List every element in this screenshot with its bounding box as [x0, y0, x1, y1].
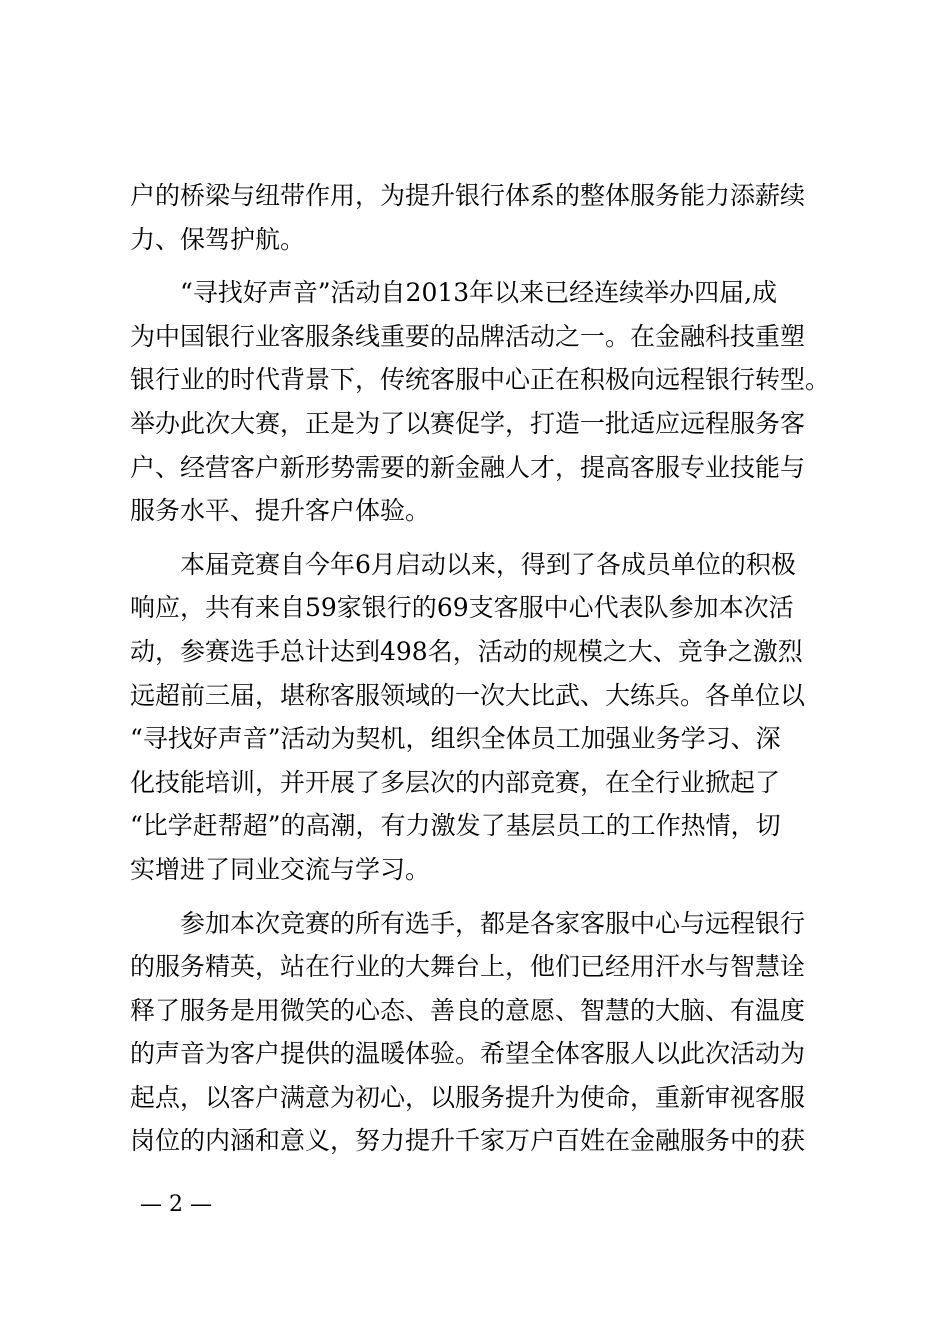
text-line: “比学赶帮超”的高潮，有力激发了基层员工的工作热情，切	[130, 811, 781, 841]
text-line: 的声音为客户提供的温暖体验。希望全体客服人以此次活动为	[130, 1039, 806, 1069]
text-line: 响应，共有来自59家银行的69支客服中心代表队参加本次活	[130, 593, 794, 623]
text-line: 起点，以客户满意为初心，以服务提升为使命，重新审视客服	[130, 1082, 806, 1112]
page-number: — 2 —	[140, 1192, 212, 1217]
text-line: 为中国银行业客服条线重要的品牌活动之一。在金融科技重塑	[130, 321, 806, 351]
text-line: 参加本次竞赛的所有选手，都是各家客服中心与远程银行	[180, 908, 806, 938]
body-text	[130, 174, 831, 1163]
text-line: 化技能培训，并开展了多层次的内部竞赛，在全行业掀起了	[130, 767, 781, 797]
text-line: 本届竞赛自今年6月启动以来，得到了各成员单位的积极	[180, 549, 796, 579]
text-line: 远超前三届，堪称客服领域的一次大比武、大练兵。各单位以	[130, 680, 806, 710]
text-line: 岗位的内涵和意义，努力提升千家万户百姓在金融服务中的获	[130, 1126, 806, 1156]
text-line: 服务水平、提升客户体验。	[130, 496, 431, 526]
text-line: 户的桥梁与纽带作用，为提升银行体系的整体服务能力添薪续	[130, 181, 806, 210]
text-line: 银行业的时代背景下，传统客服中心正在积极向远程银行转型。	[130, 365, 831, 395]
text-line: 举办此次大赛，正是为了以赛促学，打造一批适应远程服务客	[130, 408, 806, 438]
text-line: 的服务精英，站在行业的大舞台上，他们已经用汗水与智慧诠	[130, 952, 806, 982]
text-line: 释了服务是用微笑的心态、善良的意愿、智慧的大脑、有温度	[130, 995, 806, 1025]
text-line: “寻找好声音”活动为契机，组织全体员工加强业务学习、深	[130, 724, 781, 754]
text-line: “寻找好声音”活动自2013年以来已经连续举办四届,成	[180, 278, 778, 308]
text-line: 实增进了同业交流与学习。	[130, 854, 431, 884]
text-line: 动，参赛选手总计达到498名，活动的规模之大、竞争之激烈	[130, 636, 803, 666]
text-line: 户、经营客户新形势需要的新金融人才，提高客服专业技能与	[130, 452, 806, 482]
text-line: 力、保驾护航。	[130, 224, 306, 254]
